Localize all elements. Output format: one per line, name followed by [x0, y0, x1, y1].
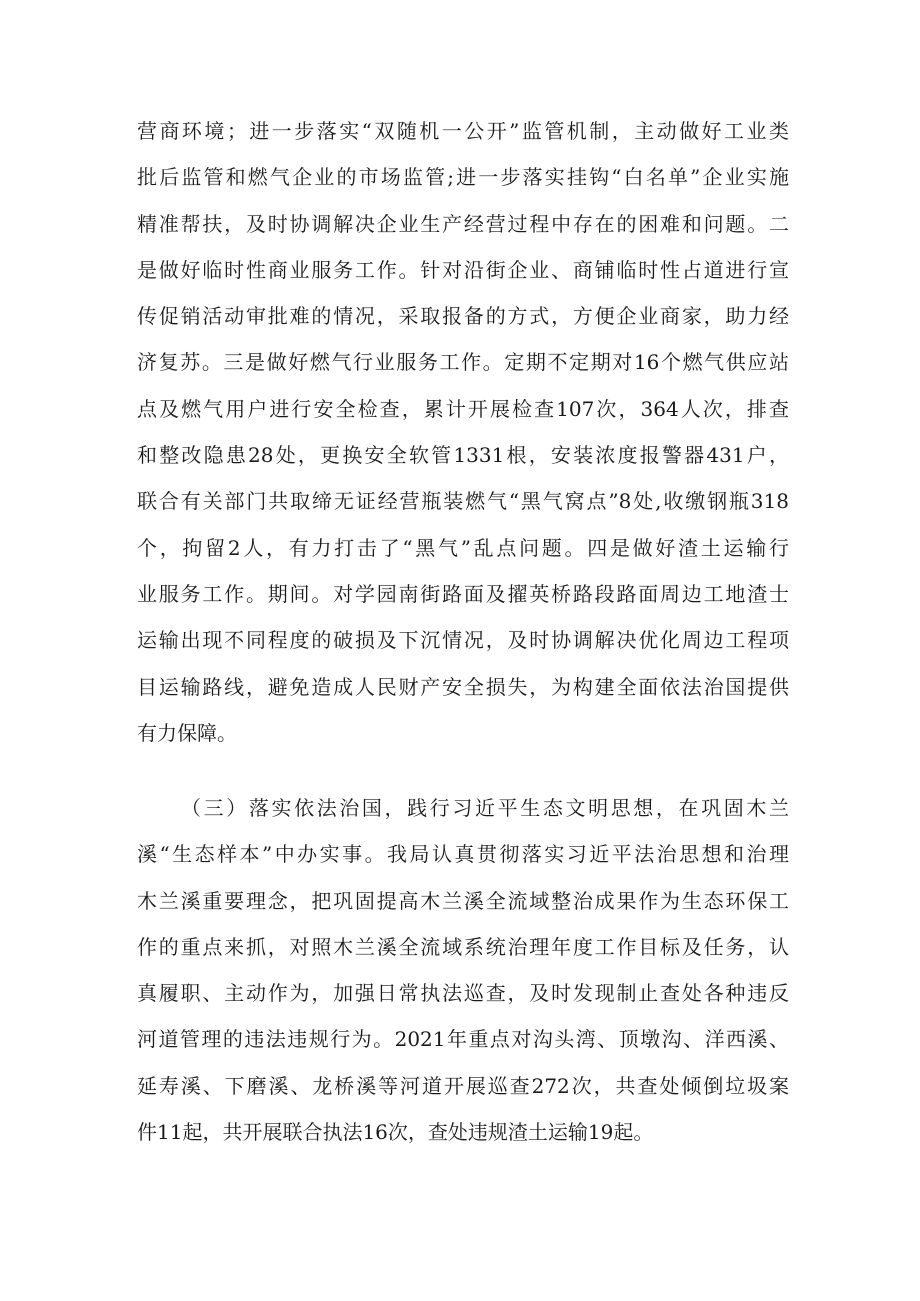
- paragraph-1-line: 个，拘留2人，有力打击了“黑气”乱点问题。四是做好渣土运输行: [137, 535, 789, 560]
- paragraph-2-line: 木兰溪重要理念，把巩固提高木兰溪全流域整治成果作为生态环保工: [137, 888, 789, 913]
- paragraph-2-line: 真履职、主动作为，加强日常执法巡查，及时发现制止查处各种违反: [137, 981, 789, 1006]
- paragraph-2-line: 作的重点来抓，对照木兰溪全流域系统治理年度工作目标及任务，认: [137, 934, 789, 959]
- paragraph-1-line: 是做好临时性商业服务工作。针对沿街企业、商铺临时性占道进行宣: [137, 257, 789, 282]
- paragraph-2-line: 延寿溪、下磨溪、龙桥溪等河道开展巡查272次，共查处倾倒垃圾案: [137, 1073, 789, 1098]
- paragraph-1-line: 传促销活动审批难的情况，采取报备的方式，方便企业商家，助力经: [137, 304, 789, 329]
- paragraph-1-line: 精准帮扶，及时协调解决企业生产经营过程中存在的困难和问题。二: [137, 211, 789, 236]
- paragraph-2: [137, 785, 789, 1155]
- paragraph-1-line: 有力保障。: [137, 720, 237, 745]
- paragraph-1-line: 营商环境；进一步落实“双随机一公开”监管机制，主动做好工业类: [137, 119, 789, 143]
- paragraph-1-line: 业服务工作。期间。对学园南街路面及擢英桥路段路面周边工地渣士: [137, 581, 789, 606]
- paragraph-1-line: 目运输路线，避免造成人民财产安全损失，为构建全面依法治国提供: [137, 674, 789, 699]
- paragraph-1-line: 点及燃气用户进行安全检查，累计开展检查107次，364人次，排查: [137, 396, 789, 421]
- paragraph-1-line: 批后监管和燃气企业的市场监管;进一步落实挂钩“白名单”企业实施: [137, 165, 789, 190]
- paragraph-2-line: 河道管理的违法违规行为。2021年重点对沟头湾、顶墩沟、洋西溪、: [137, 1027, 789, 1052]
- paragraph-1-line: 运输出现不同程度的破损及下沉情况，及时协调解决优化周边工程项: [137, 628, 789, 653]
- paragraph-1-line: 和整改隐患28处，更换安全软管1331根，安装浓度报警器431户，: [137, 443, 789, 468]
- paragraph-1-line: 联合有关部门共取缔无证经营瓶装燃气“黑气窝点”8处,收缴钢瓶318: [137, 489, 789, 514]
- paragraph-2-line: 溪“生态样本”中办实事。我局认真贯彻落实习近平法治思想和治理: [137, 842, 789, 867]
- paragraph-1: [137, 108, 789, 756]
- paragraph-2-line: （三）落实依法治国，践行习近平生态文明思想，在巩固木兰: [181, 796, 789, 820]
- paragraph-2-line: 件11起，共开展联合执法16次，查处违规渣土运输19起。: [137, 1120, 654, 1145]
- paragraph-1-line: 济复苏。三是做好燃气行业服务工作。定期不定期对16个燃气供应站: [137, 350, 789, 375]
